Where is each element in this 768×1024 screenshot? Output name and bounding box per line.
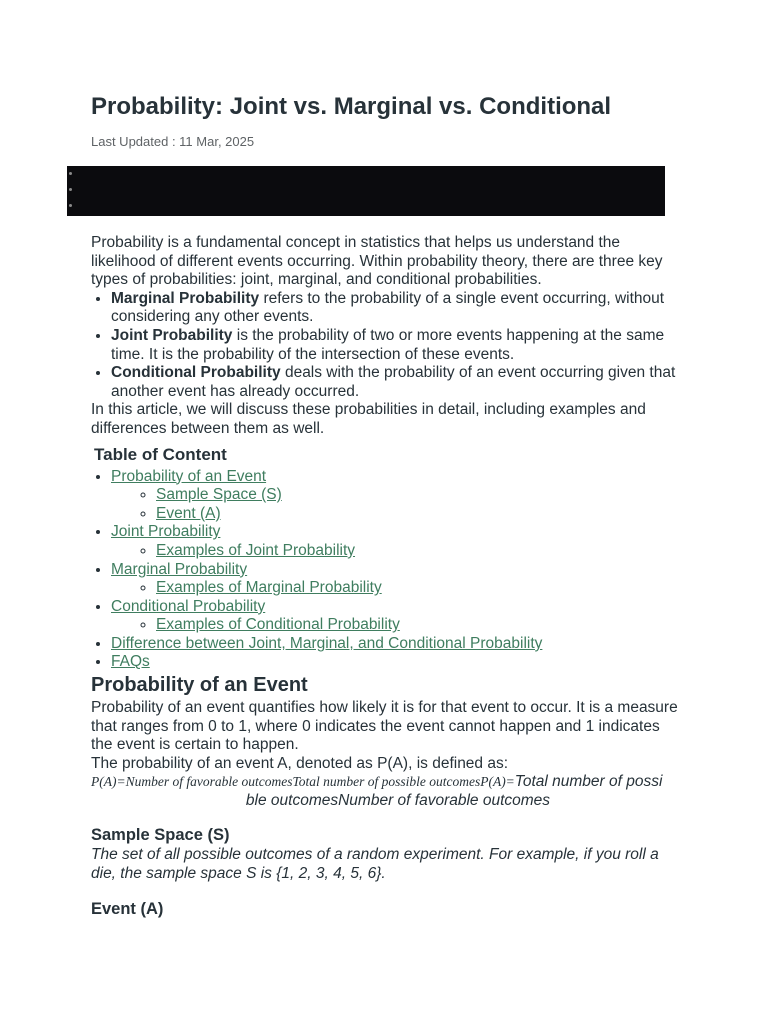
toc-link-difference[interactable]: Difference between Joint, Marginal, and Conditional Probability xyxy=(111,634,543,652)
embedded-media-bar[interactable] xyxy=(67,166,665,216)
intro-paragraph: Probability is a fundamental concept in statistics that helps us understand the likelihood of different events occurring. Within probability theory, there are three key types of probabilities: joint, marginal, and conditional probabilities. xyxy=(91,234,663,289)
toc-link-joint-probability[interactable]: Joint Probability xyxy=(111,523,221,541)
formula-line-2: ble outcomesNumber of favorable outcomes xyxy=(245,792,551,810)
formula-prefix: P(A)= xyxy=(480,774,515,790)
sample-space-text: The set of all possible outcomes of a random experiment. For example, if you roll a die, the sample space S is {1, 2, 3, 4, 5, 6}. xyxy=(91,846,659,883)
subheading-event-a: Event (A) xyxy=(91,899,164,918)
last-updated-date: Last Updated : 11 Mar, 2025 xyxy=(91,134,255,149)
toc-item xyxy=(111,598,681,635)
dot-icon xyxy=(69,172,72,175)
toc-link-marginal-probability[interactable]: Marginal Probability xyxy=(111,560,248,578)
list-item xyxy=(111,290,681,327)
toc-item xyxy=(111,635,681,654)
toc-link-faqs[interactable]: FAQs xyxy=(111,653,150,671)
toc-link-probability-of-event[interactable]: Probability of an Event xyxy=(111,467,267,485)
toc-sublist xyxy=(111,579,681,598)
toc-link-sample-space[interactable]: Sample Space (S) xyxy=(156,486,282,504)
term-label: Joint Probability xyxy=(111,326,233,344)
event-definition-intro: The probability of an event A, denoted as P(A), is defined as: xyxy=(91,754,509,772)
table-of-contents xyxy=(91,468,681,673)
toc-item xyxy=(111,523,681,560)
toc-link-conditional-examples[interactable]: Examples of Conditional Probability xyxy=(156,616,400,634)
formula-text: P(A)=Number of favorable outcomesTotal number of possible outcomes xyxy=(91,774,481,790)
toc-item xyxy=(111,561,681,598)
toc-link-conditional-probability[interactable]: Conditional Probability xyxy=(111,597,266,615)
toc-subitem xyxy=(156,505,681,524)
term-description: refers to the probability of a single event occurring, without considering any other events. xyxy=(111,289,665,326)
dot-icon xyxy=(69,188,72,191)
list-item xyxy=(111,327,681,364)
toc-link-joint-examples[interactable]: Examples of Joint Probability xyxy=(156,541,356,559)
toc-sublist xyxy=(111,616,681,635)
term-description: deals with the probability of an event occurring given that another event has already occurred. xyxy=(111,364,676,400)
toc-link-marginal-examples[interactable]: Examples of Marginal Probability xyxy=(156,579,382,597)
toc-subitem xyxy=(156,579,681,598)
toc-subitem xyxy=(156,616,681,635)
term-label: Conditional Probability xyxy=(111,364,281,382)
toc-item xyxy=(111,468,681,524)
formula-line-1: Total number of possi xyxy=(514,773,663,791)
intro-closing: In this article, we will discuss these probabilities in detail, including examples and differences between them as well. xyxy=(91,401,646,437)
toc-title: Table of Content xyxy=(94,444,227,464)
term-label: Marginal Probability xyxy=(111,289,260,307)
toc-sublist xyxy=(111,542,681,561)
section-heading-probability-of-event: Probability of an Event xyxy=(91,674,308,697)
page-title: Probability: Joint vs. Marginal vs. Conditional xyxy=(91,93,612,120)
toc-link-event-a[interactable]: Event (A) xyxy=(156,504,221,522)
dot-icon xyxy=(69,204,72,207)
toc-subitem xyxy=(156,486,681,505)
toc-sublist xyxy=(111,486,681,523)
list-item xyxy=(111,364,681,401)
toc-subitem xyxy=(156,542,681,561)
term-description: is the probability of two or more events happening at the same time. It is the probability of the intersection of these events. xyxy=(111,326,665,363)
probability-types-list xyxy=(91,290,681,402)
probability-formula xyxy=(91,773,681,791)
event-paragraph: Probability of an event quantifies how likely it is for that event to occur. It is a measure that ranges from 0 to 1, where 0 indicates the event cannot happen and 1 indicates the event is certain to happen. xyxy=(91,699,678,754)
article-body xyxy=(91,234,681,920)
toc-item xyxy=(111,653,681,672)
subheading-sample-space: Sample Space (S) xyxy=(91,826,230,845)
